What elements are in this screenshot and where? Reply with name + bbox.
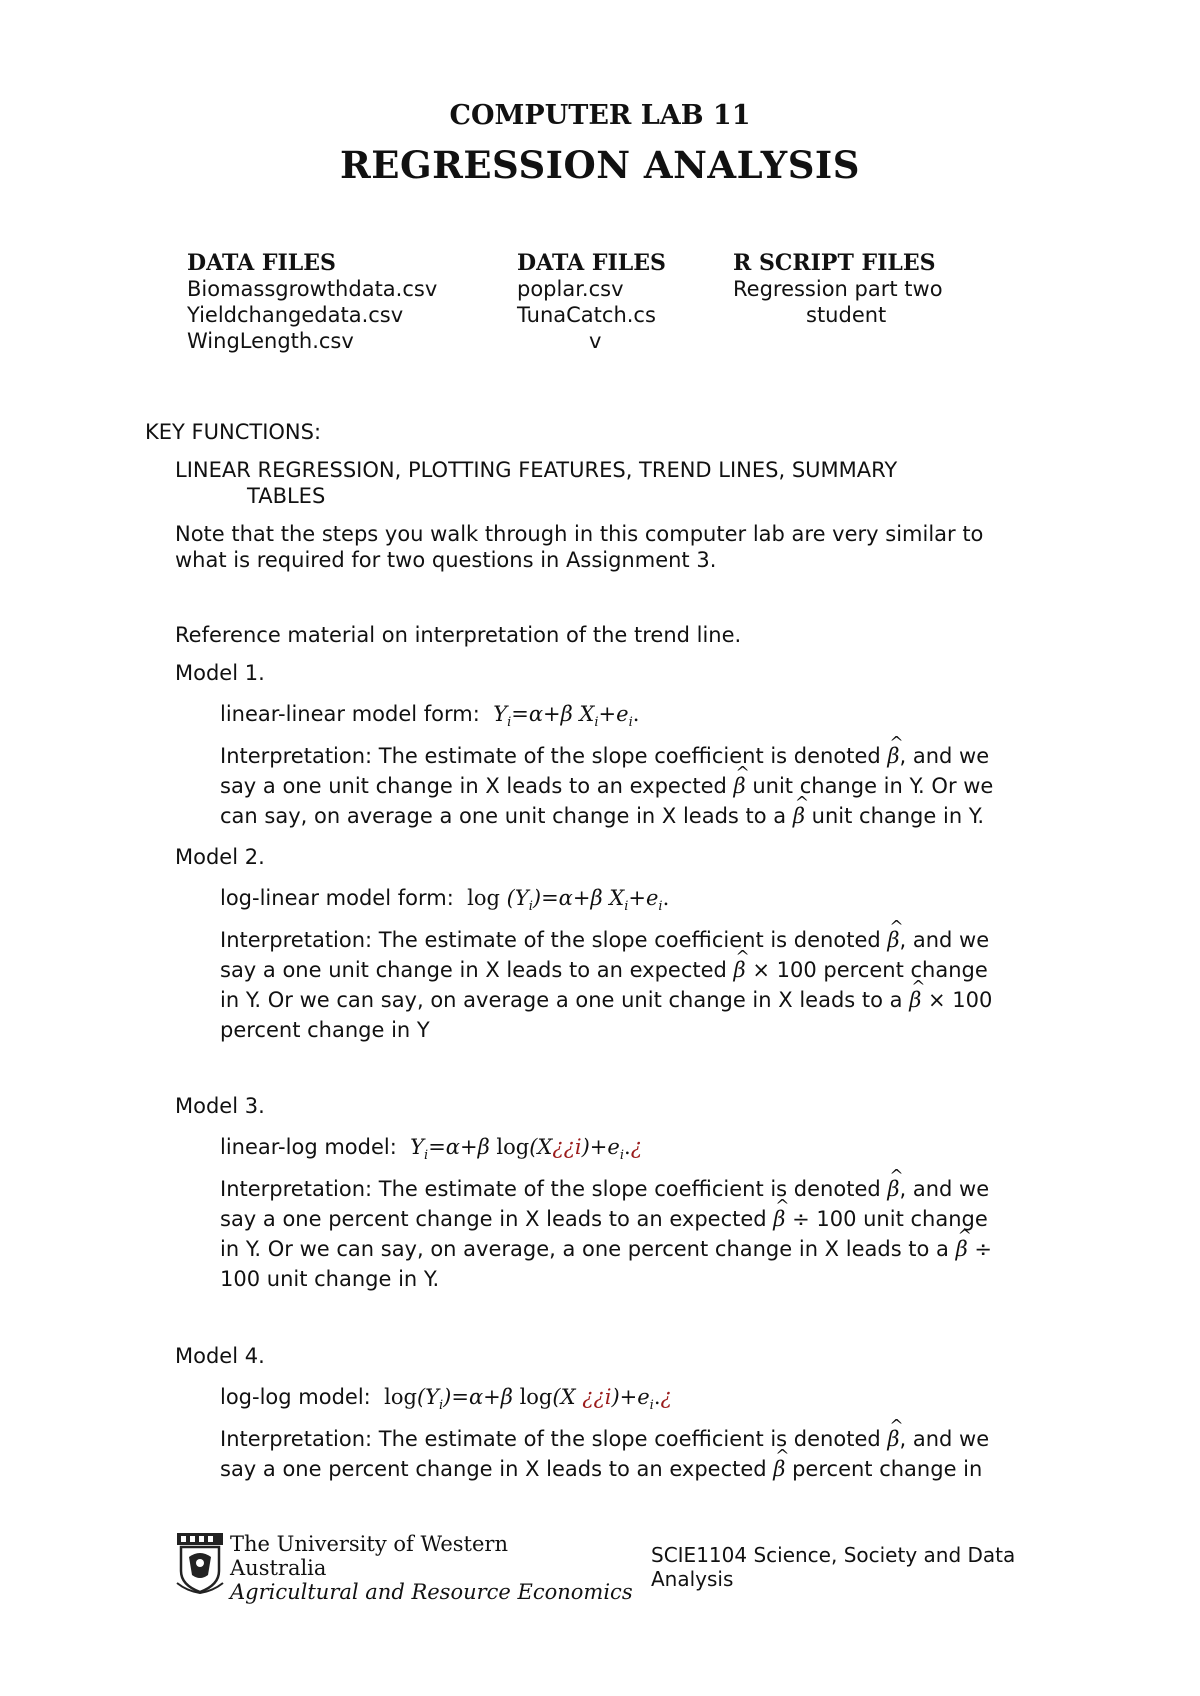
beta-hat-symbol: ^ β	[773, 1204, 785, 1234]
model-4-title: Model 4.	[175, 1344, 265, 1368]
model-form-label: linear-log model:	[220, 1135, 397, 1159]
file-name: v	[589, 329, 602, 353]
key-functions-label: KEY FUNCTIONS:	[145, 420, 322, 444]
data-files-column-2	[517, 250, 666, 354]
model-3-interpretation: Interpretation: The estimate of the slope coefficient is denoted ^ β, and we say a one percent change in X leads to an expected ^ β ÷ 100 unit change in Y. Or we can say, on average, a one percent change in X leads to a ^ β ÷ 100 unit change in Y.	[220, 1174, 992, 1294]
doc-title-line2: REGRESSION ANALYSIS	[340, 143, 860, 187]
model-form-label: log-linear model form:	[220, 886, 454, 910]
footer-course: SCIE1104 Science, Society and Data Analysis	[651, 1543, 1016, 1591]
beta-hat-symbol: ^ β	[909, 985, 921, 1015]
model-4-form	[220, 1383, 672, 1420]
model-1-equation: $Y_i=\alpha+\beta$ $X_i+e_i$.	[486, 702, 640, 731]
file-name: Regression part two	[733, 277, 943, 301]
file-name: WingLength.csv	[187, 329, 354, 353]
model-1-title: Model 1.	[175, 661, 265, 685]
key-functions-line1: LINEAR REGRESSION, PLOTTING FEATURES, TREND LINES, SUMMARY	[175, 458, 898, 482]
model-1-interpretation: Interpretation: The estimate of the slope coefficient is denoted ^ β, and we say a one unit change in X leads to an expected ^ β unit change in Y. Or we can say, on average a one unit change in X leads to a ^ β unit change in Y.	[220, 741, 993, 831]
model-form-label: linear-linear model form:	[220, 702, 480, 726]
model-3-title: Model 3.	[175, 1094, 265, 1118]
file-name: TunaCatch.cs	[517, 303, 656, 327]
note-line1: Note that the steps you walk through in this computer lab are very similar to	[175, 522, 984, 546]
file-name: student	[806, 303, 887, 327]
beta-hat-symbol: ^ β	[734, 955, 746, 985]
file-name: Biomassgrowthdata.csv	[187, 277, 438, 301]
model-3-form	[220, 1133, 642, 1170]
model-2-interpretation: Interpretation: The estimate of the slope coefficient is denoted ^ β, and we say a one unit change in X leads to an expected ^ β × 100 percent change in Y. Or we can say, on average a one unit change in X leads to a ^ β × 100 percent change in Y	[220, 925, 992, 1045]
model-2-title: Model 2.	[175, 845, 265, 869]
model-3-equation: $Y_i=\alpha+\beta$ $\log(X¿¿i)+e_i.¿$	[403, 1135, 642, 1164]
university-crest-logo	[175, 1531, 225, 1594]
model-1-form	[220, 700, 639, 737]
model-4-interpretation: Interpretation: The estimate of the slope coefficient is denoted ^ β, and we say a one percent change in X leads to an expected ^ β percent change in	[220, 1424, 989, 1484]
beta-hat-symbol: ^ β	[773, 1454, 785, 1484]
column-header: R SCRIPT FILES	[733, 250, 936, 276]
beta-hat-symbol: ^ β	[887, 1174, 899, 1204]
key-functions-line2: TABLES	[247, 484, 326, 508]
column-header: DATA FILES	[517, 250, 666, 276]
note-line2: what is required for two questions in Assignment 3.	[175, 548, 717, 572]
footer-institution: The University of Western Australia Agricultural and Resource Economics	[230, 1532, 633, 1604]
beta-hat-symbol: ^ β	[734, 771, 746, 801]
column-header: DATA FILES	[187, 250, 336, 276]
model-form-label: log-log model:	[220, 1385, 371, 1409]
reference-text: Reference material on interpretation of the trend line.	[175, 623, 742, 647]
r-script-files-column	[733, 250, 943, 328]
beta-hat-symbol: ^ β	[887, 1424, 899, 1454]
doc-title-line1: COMPUTER LAB 11	[449, 100, 751, 131]
file-name: poplar.csv	[517, 277, 624, 301]
beta-hat-symbol: ^ β	[887, 741, 899, 771]
model-4-equation: $\log(Y_i)=\alpha+\beta$ log(X ¿¿$i)+e_i.¿$	[384, 1385, 672, 1414]
data-files-column-1	[187, 250, 437, 354]
model-2-form	[220, 884, 669, 921]
beta-hat-symbol: ^ β	[956, 1234, 968, 1264]
model-2-equation: $\log (Y_i)=\alpha+\beta$ $X_i+e_i$.	[467, 886, 670, 915]
file-name: Yieldchangedata.csv	[187, 303, 404, 327]
beta-hat-symbol: ^ β	[793, 801, 805, 831]
beta-hat-symbol: ^ β	[887, 925, 899, 955]
